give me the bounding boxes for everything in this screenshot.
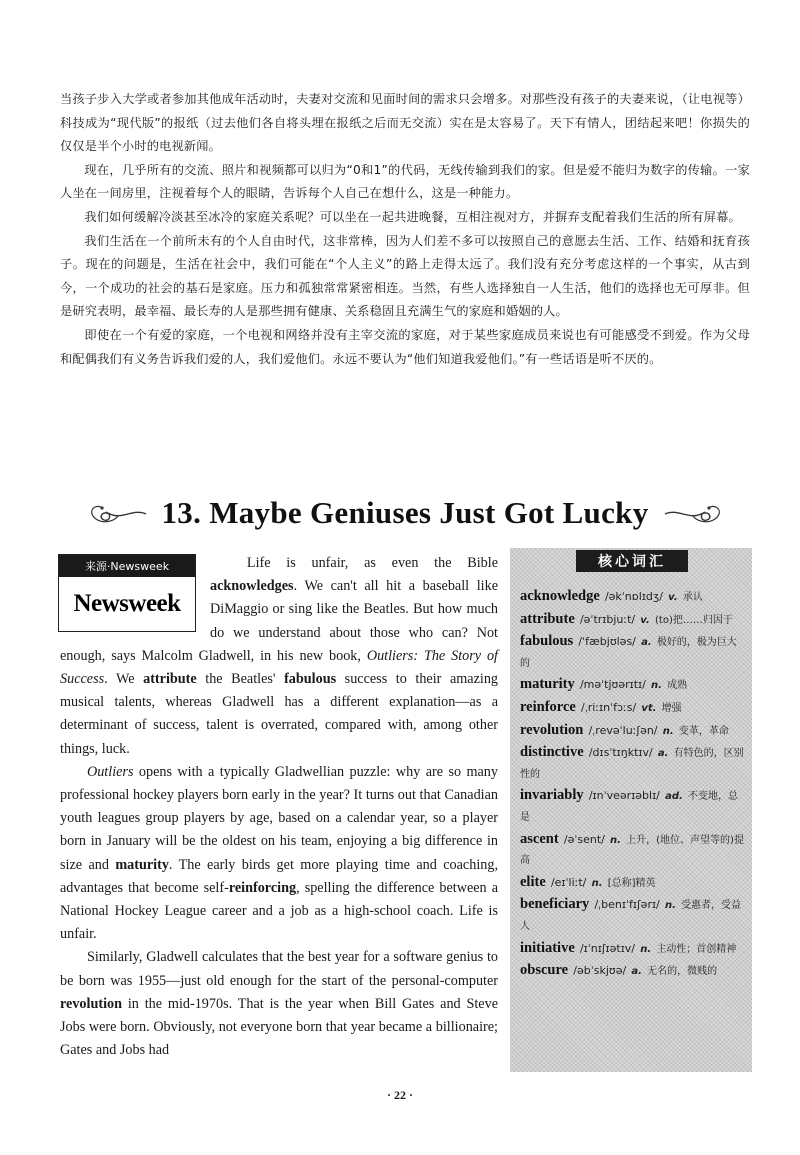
vocab-word: elite [520, 873, 546, 890]
article-title-row [60, 488, 750, 538]
vocab-definition: 有特色的，区别性的 [520, 748, 744, 780]
article-paragraph-3: Similarly, Gladwell calculates that the best year for a software genius to be born was 1955—just old enough for the start of the personal-computer revolution in the mid-1970s. That is the year when Bill Gates and Steve Jobs were born. Obviously, not everyone born that year became a billionaire; Gates and Jobs had [60, 949, 498, 1059]
vocab-entry [520, 631, 744, 674]
vocab-entry [520, 938, 744, 961]
vocab-word: initiative [520, 939, 575, 956]
vocab-word: distinctive [520, 744, 584, 761]
vocab-definition: 变革，革命 [678, 725, 729, 737]
chinese-paragraph: 我们如何缓解冷淡甚至冰冷的家庭关系呢？可以坐在一起共进晚餐，互相注视对方，并摒弃支配着我们生活的所有屏幕。 [84, 209, 741, 224]
vocab-phonetic: /əˈtrɪbjuːt/ [579, 612, 636, 626]
vocab-phonetic: /ˌbenɪˈfɪʃərɪ/ [594, 898, 660, 912]
vocab-phonetic: /ˌriːɪnˈfɔːs/ [581, 700, 637, 714]
article-body [60, 552, 498, 1062]
vocab-definition: 主动性；首创精神 [656, 943, 737, 955]
chinese-paragraph: 当孩子步入大学或者参加其他成年活动时，夫妻对交流和见面时间的需求只会增多。对那些没有孩子的夫妻来说，（让电视等）科技成为“现代版”的报纸（过去他们各自将头埋在报纸之后而无交流）实在是太容易了。天下有情人，团结起来吧！你损失的仅仅是半个小时的电视新闻。 [60, 92, 750, 154]
keyword: revolution [60, 995, 123, 1012]
newsweek-logo: Newsweek [73, 590, 181, 617]
vocab-word: obscure [520, 962, 569, 979]
vocab-phonetic: /dɪsˈtɪŋktɪv/ [588, 746, 653, 760]
vocab-part-of-speech: n. [662, 725, 674, 737]
vocab-part-of-speech: v. [640, 614, 650, 626]
vocab-definition: 上升，(地位、声望等的)提高 [520, 834, 744, 867]
vocab-entry [520, 894, 744, 937]
keyword: acknowledges [210, 578, 294, 595]
vocabulary-list [520, 586, 744, 983]
left-swirl-ornament-icon [88, 498, 148, 528]
vocab-phonetic: /məˈtjʊərɪtɪ/ [579, 678, 646, 692]
vocab-part-of-speech: n. [610, 834, 621, 846]
vocab-phonetic: /əbˈskjʊə/ [573, 964, 627, 978]
vocab-definition: [总称]精英 [607, 877, 656, 889]
vocab-definition: (to)把……归因于 [655, 614, 733, 626]
vocab-entry [520, 829, 744, 872]
vocab-definition: 增强 [661, 702, 682, 714]
vocab-phonetic: /əˈsent/ [563, 832, 605, 846]
vocab-definition: 不变地，总是 [520, 791, 738, 823]
vocab-part-of-speech: v. [668, 592, 678, 603]
vocabulary-sidebar [510, 548, 752, 1072]
chinese-text-block [60, 88, 750, 371]
vocabulary-heading: 核心词汇 [576, 550, 688, 572]
vocab-word: ascent [520, 830, 559, 847]
vocab-part-of-speech: n. [651, 680, 662, 692]
vocab-part-of-speech: a. [641, 637, 652, 649]
chinese-paragraph: 我们生活在一个前所未有的个人自由时代，这非常棒，因为人们差不多可以按照自己的意愿去生活、工作、结婚和抚育孩子。现在的问题是，生活在社会中，我们可能在“个人主义”的路上走得太远了。我们没有充分考虑这样的一个事实，从古到今，一个成功的社会的基石是家庭。压力和孤独常常紧密相连。当然，有些人选择独自一人生活，他们的选择也无可厚非。但是研究表明，最幸福、最长寿的人是那些拥有健康、关系稳固且充满生气的家庭和婚姻的人。 [60, 233, 750, 319]
vocab-entry [520, 785, 744, 828]
vocab-phonetic: /eɪˈliːt/ [550, 875, 587, 889]
chinese-paragraph: 现在，几乎所有的交流、照片和视频都可以归为“0和1”的代码，无线传输到我们的家。但是爱不能归为数字的传输。一家人坐在一间房里，注视着每个人的眼睛，告诉每个人自己在想什么，这是一种能力。 [60, 162, 750, 201]
vocab-entry [520, 697, 744, 720]
vocab-entry [520, 960, 744, 983]
vocab-word: acknowledge [520, 588, 600, 604]
keyword: attribute [143, 671, 197, 688]
vocab-definition: 极好的，极为巨大的 [520, 637, 737, 669]
vocab-entry [520, 742, 744, 785]
vocab-part-of-speech: n. [640, 943, 652, 955]
keyword: fabulous [284, 671, 337, 688]
chinese-paragraph: 即使在一个有爱的家庭，一个电视和网络并没有主宰交流的家庭，对于某些家庭成员来说也有可能感受不到爱。作为父母和配偶我们有义务告诉我们爱的人，我们爱他们。永远不要认为“他们知道我爱他们。”有一些话语是听不厌的。 [60, 327, 750, 366]
vocab-word: beneficiary [520, 896, 590, 913]
keyword: maturity [115, 856, 169, 873]
vocab-word: attribute [520, 610, 575, 627]
vocab-word: invariably [520, 787, 584, 804]
vocab-definition: 成熟 [667, 680, 688, 692]
vocab-part-of-speech: a. [657, 748, 669, 760]
vocab-phonetic: /ɪnˈveərɪəblɪ/ [588, 789, 660, 803]
article-title: 13. Maybe Geniuses Just Got Lucky [161, 495, 649, 530]
vocab-entry [520, 674, 744, 697]
vocab-entry [520, 720, 744, 743]
vocab-definition: 受惠者，受益人 [520, 900, 742, 932]
article-paragraph-2: Outliers opens with a typically Gladwellian puzzle: why are so many professional hockey players born early in the year? It turns out that Canadian youth leagues group players by age, based on a calendar year, so a player born in January will be the oldest on his team, enjoying a big difference in size and maturity. The early birds get more playing time and coaching, advantages that become self-reinforcing, spelling the difference between a National Hockey League career and a job as a high-school coach. Life is unfair. [60, 763, 498, 943]
vocab-part-of-speech: vt. [641, 702, 657, 714]
page-number: · 22 · [386, 1088, 413, 1102]
vocab-definition: 无名的，微贱的 [647, 966, 718, 978]
vocab-phonetic: /əkˈnɒlɪdʒ/ [604, 590, 663, 603]
vocab-part-of-speech: n. [664, 900, 676, 912]
keyword: reinforcing [228, 879, 297, 896]
article-paragraph-1: Life is unfair, as even the Bible acknowledges. We can't all hit a baseball like DiMaggio or sing like the Beatles. But how much do we understand about those who can? Not enough, says Malcolm Gladwell, in his new book, Outliers: The Story of Success. We attribute the Beatles' fabulous success to their amazing musical talents, whereas Gladwell has a different explanation—as a determinant of success, talent is overrated, compared with, among other things, luck. [60, 555, 499, 757]
vocab-part-of-speech: ad. [665, 791, 683, 803]
vocab-definition: 承认 [682, 592, 703, 603]
vocab-phonetic: /ˌrevəˈluːʃən/ [588, 723, 658, 737]
book-title: Outliers [86, 763, 134, 780]
right-swirl-ornament-icon [663, 498, 723, 528]
book-title: Outliers: The Story of Success [60, 647, 499, 688]
vocab-part-of-speech: n. [591, 877, 603, 889]
vocab-word: reinforce [520, 698, 576, 715]
vocab-part-of-speech: a. [631, 966, 642, 978]
vocab-phonetic: /ˈfæbjʊləs/ [578, 635, 636, 649]
vocab-entry [520, 609, 744, 632]
vocab-word: revolution [520, 721, 584, 738]
vocab-word: maturity [520, 676, 575, 693]
source-label: 来源·Newsweek [59, 555, 195, 577]
vocab-entry [520, 872, 744, 895]
vocab-entry [520, 586, 744, 609]
vocab-word: fabulous [520, 633, 574, 650]
vocab-phonetic: /ɪˈnɪʃɪətɪv/ [579, 941, 636, 955]
